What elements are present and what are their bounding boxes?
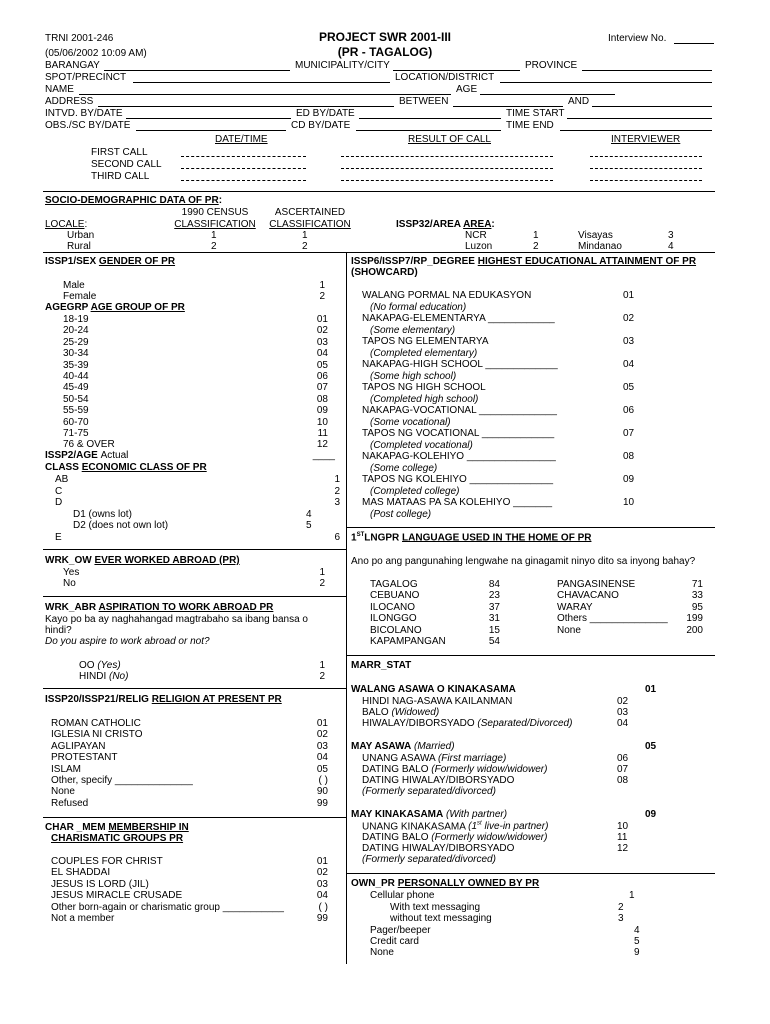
degree-code[interactable]: 04 xyxy=(623,359,635,370)
marital-group: MAY KINAKASAMA (With partner) xyxy=(351,809,508,820)
area-ncr: NCR xyxy=(465,230,487,241)
marital-option-note: (Formerly separated/divorced) xyxy=(362,786,496,797)
degree-option-english: (Some high school) xyxy=(370,370,457,382)
option-code[interactable]: 1 xyxy=(319,280,325,291)
form-subtitle: (PR - TAGALOG) xyxy=(337,45,433,59)
religion-code[interactable]: 04 xyxy=(316,752,328,764)
degree-code[interactable]: 05 xyxy=(623,382,635,393)
age-option: 30-34 xyxy=(63,348,89,360)
marital-code[interactable]: 08 xyxy=(617,775,629,786)
area-ncr-code: 1 xyxy=(533,230,539,241)
section-divider xyxy=(346,527,715,528)
language-code[interactable]: 31 xyxy=(488,613,500,625)
degree-code[interactable]: 10 xyxy=(623,497,635,508)
class-e-code[interactable]: 6 xyxy=(334,532,340,543)
language-code[interactable]: 84 xyxy=(488,579,500,590)
marital-option-note: (Formerly separated/divorced) xyxy=(362,854,496,865)
charismatic-code[interactable]: ( ) xyxy=(318,901,328,913)
marital-code[interactable]: 12 xyxy=(617,843,629,854)
charismatic-code[interactable]: 03 xyxy=(316,878,328,890)
municipality-label: MUNICIPALITY/CITY xyxy=(295,60,390,71)
language-option: KAPAMPANGAN xyxy=(370,636,446,647)
degree-code[interactable]: 09 xyxy=(623,474,635,485)
degree-heading: ISSP6/ISSP7/RP_DEGREE HIGHEST EDUCATIONAL ATTAINMENT OF PR xyxy=(351,256,697,267)
spot-field[interactable] xyxy=(133,82,390,83)
degree-option: NAKAPAG-HIGH SCHOOL _____________ xyxy=(362,359,558,370)
language-option: CEBUANO xyxy=(370,590,420,602)
obs-field[interactable] xyxy=(136,130,286,131)
actual-age-label: ISSP2/AGE Actual xyxy=(45,450,129,461)
age-code[interactable]: 07 xyxy=(316,382,328,394)
rural-census: 2 xyxy=(211,241,217,252)
owned-pager: Pager/beeper xyxy=(370,925,431,936)
owned-without-text-code[interactable]: 3 xyxy=(618,913,624,924)
form-title: PROJECT SWR 2001-III xyxy=(318,30,452,44)
charismatic-code[interactable]: 04 xyxy=(316,890,328,902)
age-option: 76 & OVER xyxy=(63,439,115,451)
charismatic-option: JESUS IS LORD (JIL) xyxy=(51,878,149,890)
ed-label: ED BY/DATE xyxy=(296,108,355,119)
age-code[interactable]: 04 xyxy=(316,348,328,360)
option-label: Male xyxy=(63,280,85,291)
marital-option: UNANG ASAWA (First marriage) xyxy=(362,753,507,764)
time-end-field[interactable] xyxy=(560,130,712,131)
marital-group-code[interactable]: 01 xyxy=(645,684,657,695)
degree-code[interactable]: 01 xyxy=(623,290,635,301)
degree-option-english: (No formal education) xyxy=(370,301,467,313)
ascertained-header-2: CLASSIFICATION xyxy=(269,219,351,230)
section-divider xyxy=(43,596,346,597)
interview-no-field[interactable] xyxy=(674,43,714,44)
call-date-field[interactable] xyxy=(181,168,306,169)
charismatic-code[interactable]: 99 xyxy=(316,913,328,924)
ed-field[interactable] xyxy=(359,118,501,119)
degree-code[interactable]: 08 xyxy=(623,451,635,462)
call-interviewer-field[interactable] xyxy=(590,168,702,169)
degree-option-english: (Some vocational) xyxy=(370,416,451,428)
urban-census: 1 xyxy=(211,230,217,241)
age-code[interactable]: 09 xyxy=(316,405,328,417)
marital-code[interactable]: 10 xyxy=(617,821,629,832)
marital-option: HIWALAY/DIBORSYADO (Separated/Divorced) xyxy=(362,718,573,729)
sex-heading: ISSP1/SEX GENDER OF PR xyxy=(45,256,176,267)
marital-code[interactable]: 06 xyxy=(617,753,629,764)
class-ab-code[interactable]: 1 xyxy=(334,474,340,485)
marital-code[interactable]: 03 xyxy=(617,707,629,718)
address-label: ADDRESS xyxy=(45,96,94,107)
address-field[interactable] xyxy=(98,106,394,107)
age-code[interactable]: 01 xyxy=(316,314,328,325)
marital-code[interactable]: 04 xyxy=(617,718,629,729)
marital-option: DATING BALO (Formerly widow/widower) xyxy=(362,832,548,843)
class-d2-code[interactable]: 5 xyxy=(306,520,312,531)
charismatic-code[interactable]: 02 xyxy=(316,867,328,879)
language-code[interactable]: 54 xyxy=(488,636,500,647)
marital-option: DATING BALO (Formerly widow/widower) xyxy=(362,764,548,775)
interview-no-label: Interview No. xyxy=(608,33,667,44)
charismatic-heading: CHAR _MEM MEMBERSHIP IN xyxy=(45,822,189,833)
language-option: PANGASINENSE xyxy=(557,579,636,590)
degree-option: TAPOS NG ELEMENTARYA xyxy=(362,336,489,347)
language-question: Ano po ang pangunahing lengwahe na ginagamit ninyo dito sa inyong bahay? xyxy=(351,556,696,567)
owned-credit-card-code[interactable]: 5 xyxy=(634,936,640,947)
age-label: AGE xyxy=(456,84,478,95)
language-code[interactable]: 33 xyxy=(691,590,703,602)
class-d: D xyxy=(55,497,63,508)
language-option: CHAVACANO xyxy=(557,590,619,602)
language-code[interactable]: 199 xyxy=(686,613,703,625)
age-field[interactable] xyxy=(480,94,615,95)
marital-option: BALO (Widowed) xyxy=(362,707,440,718)
barangay-field[interactable] xyxy=(104,70,290,71)
between-label: BETWEEN xyxy=(399,96,449,107)
urban-ascertained: 1 xyxy=(302,230,308,241)
census-header: 1990 CENSUS xyxy=(181,207,249,218)
call-result-field[interactable] xyxy=(341,168,553,169)
call-interviewer-field[interactable] xyxy=(590,180,702,181)
degree-option: TAPOS NG HIGH SCHOOL xyxy=(362,382,486,393)
charismatic-code[interactable]: 01 xyxy=(316,856,328,867)
class-d-code[interactable]: 3 xyxy=(334,497,340,508)
marital-group-code[interactable]: 09 xyxy=(645,809,657,820)
owned-with-text: With text messaging xyxy=(390,902,481,913)
option-label: Yes xyxy=(63,567,80,578)
intvd-field[interactable] xyxy=(126,118,291,119)
religion-code[interactable]: 02 xyxy=(316,729,328,741)
section-divider xyxy=(346,873,715,874)
owned-credit-card: Credit card xyxy=(370,936,419,947)
section-divider xyxy=(43,191,715,192)
time-end-label: TIME END xyxy=(506,120,554,131)
degree-option: TAPOS NG KOLEHIYO _______________ xyxy=(362,474,554,485)
language-code[interactable]: 95 xyxy=(691,601,703,613)
wrk-abr-question-en: Do you aspire to work abroad or not? xyxy=(45,636,210,647)
call-result-field[interactable] xyxy=(341,180,553,181)
wrk-abr-question: Kayo po ba ay naghahangad magtrabaho sa ibang bansa o xyxy=(45,614,308,625)
area-heading: ISSP32/AREA AREA: xyxy=(396,219,495,230)
language-code[interactable]: 71 xyxy=(691,579,703,590)
col-result: RESULT OF CALL xyxy=(408,134,491,145)
religion-option: AGLIPAYAN xyxy=(51,740,106,752)
showcard-note: (SHOWCARD) xyxy=(351,267,418,278)
time-start-label: TIME START xyxy=(506,108,565,119)
religion-option: None xyxy=(51,786,75,798)
marital-group: MAY ASAWA (Married) xyxy=(351,741,455,752)
owned-without-text: without text messaging xyxy=(390,913,492,924)
call-date-field[interactable] xyxy=(181,156,306,157)
degree-code[interactable]: 07 xyxy=(623,428,635,439)
age-option: 45-49 xyxy=(63,382,89,394)
degree-option-english: (Some elementary) xyxy=(370,324,456,336)
degree-option: MAS MATAAS PA SA KOLEHIYO _______ xyxy=(362,497,553,508)
agegrp-heading: AGEGRP AGE GROUP OF PR xyxy=(45,302,185,313)
wrk-abr-heading: WRK_ABR ASPIRATION TO WORK ABROAD PR xyxy=(45,602,274,613)
marital-code[interactable]: 11 xyxy=(617,832,628,843)
call-row-label: SECOND CALL xyxy=(91,159,162,170)
language-option: WARAY xyxy=(557,601,593,613)
religion-option: ROMAN CATHOLIC xyxy=(51,718,141,729)
owned-none: None xyxy=(370,947,394,958)
cd-field[interactable] xyxy=(356,130,501,131)
section-divider xyxy=(43,252,715,253)
owned-heading: OWN_PR PERSONALLY OWNED BY PR xyxy=(351,878,540,889)
and-field[interactable] xyxy=(592,106,712,107)
charismatic-option: COUPLES FOR CHRIST xyxy=(51,856,163,867)
religion-option: ISLAM xyxy=(51,763,82,775)
religion-code[interactable]: 90 xyxy=(316,786,328,798)
owned-pager-code[interactable]: 4 xyxy=(634,925,640,936)
call-result-field[interactable] xyxy=(341,156,553,157)
religion-code[interactable]: ( ) xyxy=(318,775,328,786)
form-code: TRNI 2001-246 xyxy=(45,33,114,44)
age-option: 35-39 xyxy=(63,359,89,371)
municipality-field[interactable] xyxy=(393,70,520,71)
option-label: OO (Yes) xyxy=(79,660,121,671)
degree-code[interactable]: 02 xyxy=(623,313,635,324)
age-code[interactable]: 11 xyxy=(317,428,328,439)
option-code[interactable]: 1 xyxy=(319,660,325,671)
call-row-label: FIRST CALL xyxy=(91,147,148,158)
marital-option: DATING HIWALAY/DIBORSYADO xyxy=(362,775,515,786)
charismatic-option: JESUS MIRACLE CRUSADE xyxy=(51,890,183,902)
option-label: HINDI (No) xyxy=(79,671,129,682)
section-divider xyxy=(43,817,346,818)
age-option: 50-54 xyxy=(63,393,89,405)
spot-label: SPOT/PRECINCT xyxy=(45,72,127,83)
class-heading: CLASS ECONOMIC CLASS OF PR xyxy=(45,462,207,473)
charismatic-option: EL SHADDAI xyxy=(51,867,111,879)
age-option: 20-24 xyxy=(63,325,89,337)
section-divider xyxy=(43,549,346,550)
rural-label: Rural xyxy=(67,241,91,252)
marital-option: UNANG KINAKASAMA (1st live-in partner) xyxy=(362,821,549,833)
age-code[interactable]: 08 xyxy=(316,393,328,405)
col-interviewer: INTERVIEWER xyxy=(611,134,681,145)
call-interviewer-field[interactable] xyxy=(590,156,702,157)
class-d2: D2 (does not own lot) xyxy=(73,520,169,531)
option-label: Female xyxy=(63,291,97,302)
locale-label: LOCALE: xyxy=(45,219,88,230)
and-label: AND xyxy=(568,96,590,107)
cd-label: CD BY/DATE xyxy=(291,120,351,131)
name-field[interactable] xyxy=(79,94,451,95)
language-option: ILONGGO xyxy=(370,613,417,625)
charismatic-option: Not a member xyxy=(51,913,115,924)
class-e: E xyxy=(55,532,62,543)
owned-cellphone: Cellular phone xyxy=(370,890,435,901)
age-code[interactable]: 10 xyxy=(316,416,328,428)
marital-code[interactable]: 07 xyxy=(617,764,629,775)
option-label: No xyxy=(63,578,76,589)
marital-code[interactable]: 02 xyxy=(617,696,629,707)
marital-option: HINDI NAG-ASAWA KAILANMAN xyxy=(362,696,513,707)
language-code[interactable]: 15 xyxy=(488,624,500,636)
marital-group-code[interactable]: 05 xyxy=(645,741,657,752)
option-code[interactable]: 2 xyxy=(319,578,325,589)
religion-option: Refused xyxy=(51,797,89,809)
obs-label: OBS./SC BY/DATE xyxy=(45,120,131,131)
census-header-2: CLASSIFICATION xyxy=(174,219,256,230)
religion-option: IGLESIA NI CRISTO xyxy=(51,729,143,741)
owned-none-code[interactable]: 9 xyxy=(634,947,640,958)
province-label: PROVINCE xyxy=(525,60,578,71)
degree-option: NAKAPAG-VOCATIONAL ______________ xyxy=(362,405,557,416)
area-luzon-code: 2 xyxy=(533,241,539,252)
age-code[interactable]: 06 xyxy=(316,371,328,382)
area-mindanao-code: 4 xyxy=(668,241,674,252)
column-divider xyxy=(346,252,347,964)
language-code[interactable]: 37 xyxy=(488,601,500,613)
language-code[interactable]: 23 xyxy=(488,590,500,602)
degree-option-english: (Completed elementary) xyxy=(370,347,478,359)
name-label: NAME xyxy=(45,84,74,95)
class-c: C xyxy=(55,486,63,497)
location-label: LOCATION/DISTRICT xyxy=(395,72,495,83)
section-divider xyxy=(346,655,715,656)
religion-option: Other, specify ______________ xyxy=(51,775,193,786)
degree-option-english: (Completed vocational) xyxy=(370,439,473,451)
age-code[interactable]: 05 xyxy=(316,359,328,371)
intvd-label: INTVD. BY/DATE xyxy=(45,108,123,119)
between-field[interactable] xyxy=(453,106,563,107)
degree-option-english: (Completed high school) xyxy=(370,393,479,405)
option-code[interactable]: 1 xyxy=(319,567,325,578)
area-mindanao: Mindanao xyxy=(578,241,622,252)
ascertained-header: ASCERTAINED xyxy=(274,207,346,218)
marital-option: DATING HIWALAY/DIBORSYADO xyxy=(362,843,515,854)
option-code[interactable]: 2 xyxy=(319,671,325,682)
area-visayas: Visayas xyxy=(578,230,613,241)
age-option: 40-44 xyxy=(63,371,89,382)
religion-heading: ISSP20/ISSP21/RELIG RELIGION AT PRESENT PR xyxy=(45,694,282,705)
rural-ascertained: 2 xyxy=(302,241,308,252)
charismatic-option: Other born-again or charismatic group ___________ xyxy=(51,901,284,913)
religion-code[interactable]: 03 xyxy=(316,740,328,752)
language-heading: 1STLNGPR LANGUAGE USED IN THE HOME OF PR xyxy=(351,532,592,544)
province-field[interactable] xyxy=(582,70,712,71)
degree-option-english: (Completed college) xyxy=(370,485,460,497)
religion-code[interactable]: 05 xyxy=(316,763,328,775)
marital-group: WALANG ASAWA O KINAKASAMA xyxy=(351,684,516,695)
degree-option: NAKAPAG-KOLEHIYO ________________ xyxy=(362,451,556,462)
option-code[interactable]: 2 xyxy=(319,291,325,302)
col-datetime: DATE/TIME xyxy=(215,134,268,145)
class-ab: AB xyxy=(55,474,69,485)
urban-label: Urban xyxy=(67,230,95,241)
age-option: 55-59 xyxy=(63,405,89,417)
language-option: ILOCANO xyxy=(370,601,416,613)
actual-age-field[interactable]: ____ xyxy=(312,450,335,461)
age-option: 60-70 xyxy=(63,416,89,428)
degree-option: NAKAPAG-ELEMENTARYA ____________ xyxy=(362,313,555,324)
degree-option: WALANG PORMAL NA EDUKASYON xyxy=(362,290,532,301)
language-option: BICOLANO xyxy=(370,624,422,636)
marital-heading: MARR_STAT xyxy=(351,660,412,671)
wrk-abr-question-2: hindi? xyxy=(45,625,72,636)
call-date-field[interactable] xyxy=(181,180,306,181)
charismatic-heading-2: CHARISMATIC GROUPS PR xyxy=(51,833,184,844)
owned-with-text-code[interactable]: 2 xyxy=(618,902,624,913)
class-d1-code[interactable]: 4 xyxy=(306,509,312,520)
form-date: (05/06/2002 10:09 AM) xyxy=(45,48,147,59)
religion-option: PROTESTANT xyxy=(51,752,118,764)
religion-code[interactable]: 01 xyxy=(316,718,328,729)
age-option: 18-19 xyxy=(63,314,89,325)
wrk-ow-heading: WRK_OW EVER WORKED ABROAD (PR) xyxy=(45,555,240,566)
area-visayas-code: 3 xyxy=(668,230,674,241)
degree-option: TAPOS NG VOCATIONAL _____________ xyxy=(362,428,555,439)
age-code[interactable]: 12 xyxy=(316,439,328,451)
socio-heading: SOCIO-DEMOGRAPHIC DATA OF PR: xyxy=(45,195,223,206)
degree-code[interactable]: 06 xyxy=(623,405,635,416)
section-divider xyxy=(43,688,346,689)
degree-code[interactable]: 03 xyxy=(623,336,635,347)
age-code[interactable]: 02 xyxy=(316,325,328,337)
time-start-field[interactable] xyxy=(567,118,712,119)
language-option: Others ______________ xyxy=(557,613,668,625)
degree-option-english: (Post college) xyxy=(370,508,432,520)
age-option: 25-29 xyxy=(63,336,89,348)
owned-cellphone-code[interactable]: 1 xyxy=(629,890,635,901)
class-c-code[interactable]: 2 xyxy=(334,486,340,497)
degree-option-english: (Some college) xyxy=(370,462,438,474)
religion-code[interactable]: 99 xyxy=(316,797,328,809)
call-row-label: THIRD CALL xyxy=(91,171,150,182)
barangay-label: BARANGAY xyxy=(45,60,100,71)
language-option: TAGALOG xyxy=(370,579,418,590)
age-option: 71-75 xyxy=(63,428,89,439)
area-luzon: Luzon xyxy=(465,241,493,252)
class-d1: D1 (owns lot) xyxy=(73,509,132,520)
age-code[interactable]: 03 xyxy=(316,336,328,348)
language-code[interactable]: 200 xyxy=(686,624,703,636)
location-field[interactable] xyxy=(500,82,712,83)
language-option: None xyxy=(557,624,581,636)
